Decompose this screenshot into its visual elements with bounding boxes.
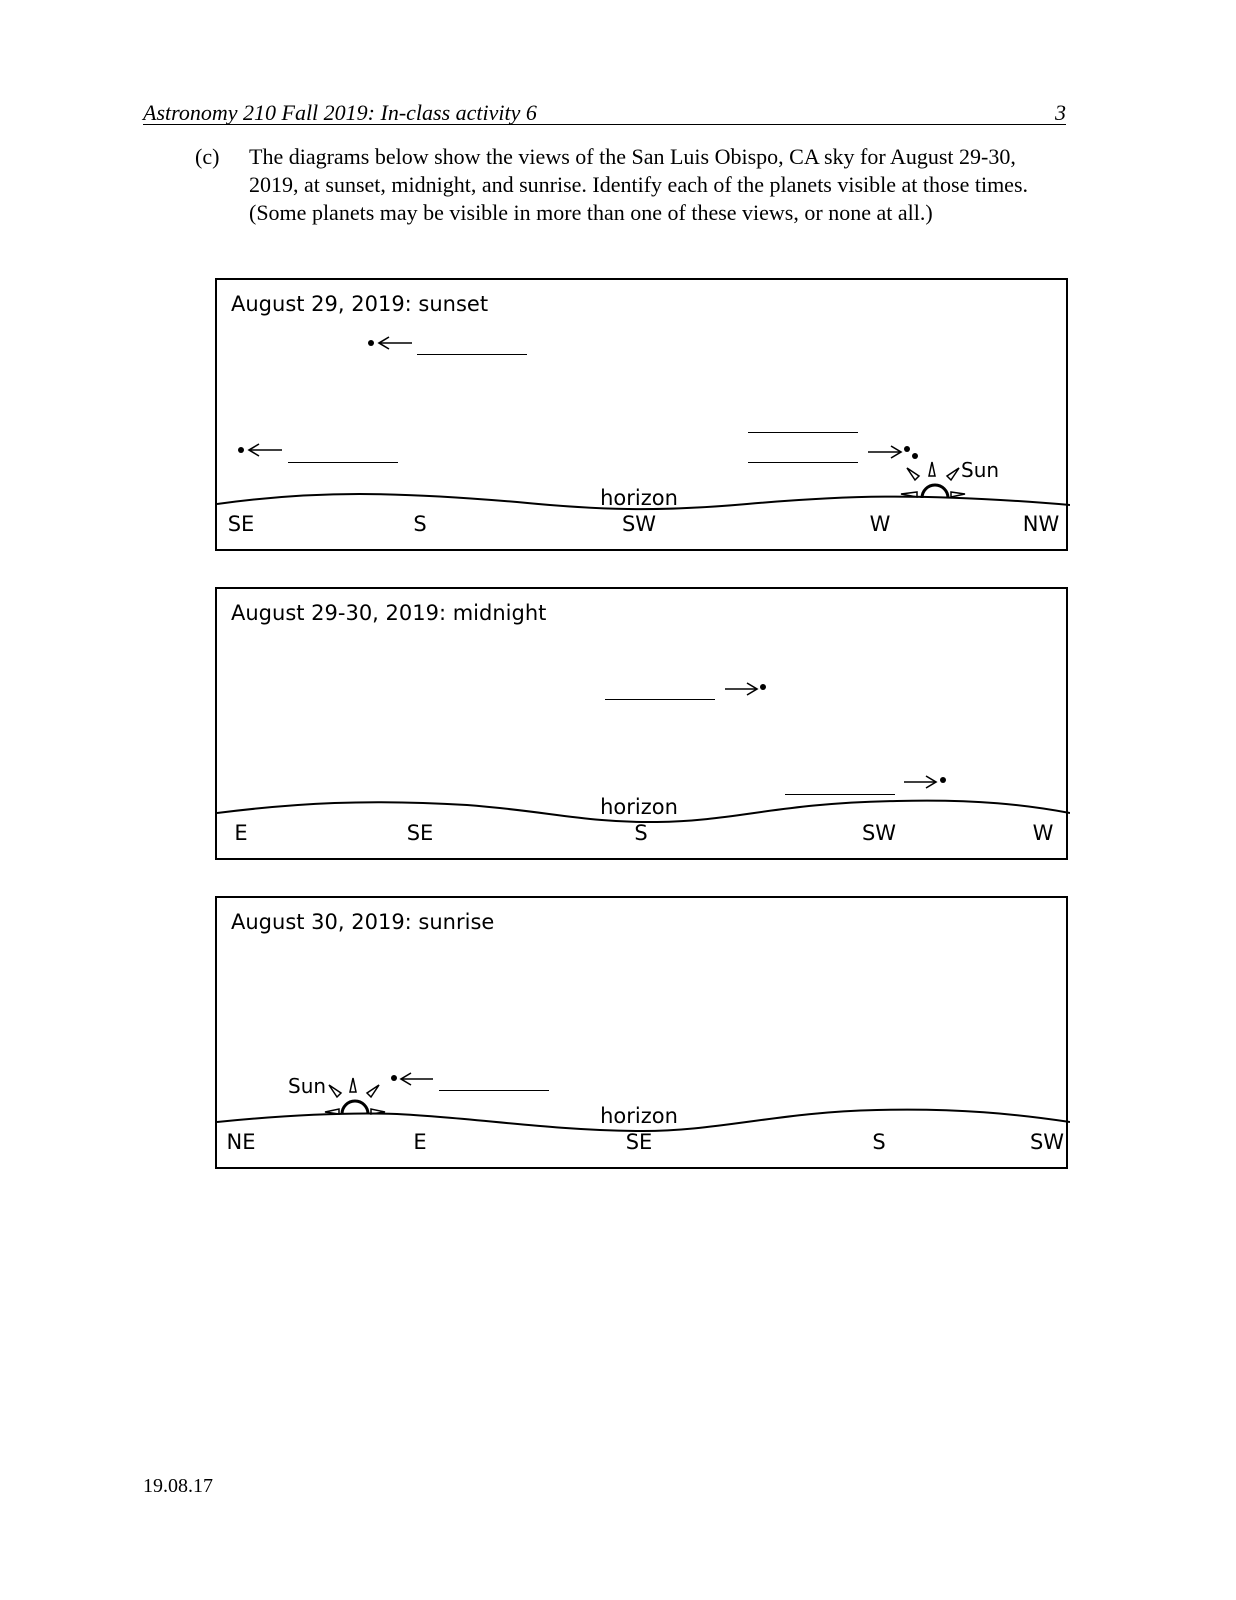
planet-dot [760, 684, 766, 690]
answer-blank[interactable] [288, 462, 398, 463]
answer-blank[interactable] [785, 794, 895, 795]
planet-dot [940, 777, 946, 783]
planet-dot [912, 453, 918, 459]
direction-label: NE [226, 1130, 256, 1154]
direction-label: S [634, 821, 648, 845]
page-number: 3 [1055, 100, 1066, 125]
panel-title: August 29, 2019: sunset [231, 292, 489, 316]
answer-blank[interactable] [417, 354, 527, 355]
arrow-right-icon [904, 776, 936, 788]
direction-label: SE [227, 512, 255, 536]
answer-blank[interactable] [748, 462, 858, 463]
direction-label: E [234, 821, 248, 845]
direction-label: W [869, 512, 891, 536]
arrow-left-icon [379, 337, 412, 349]
direction-label: S [413, 512, 427, 536]
direction-label: SE [406, 821, 434, 845]
arrow-right-icon [725, 683, 757, 695]
arrow-left-icon [401, 1073, 433, 1085]
sun-label: Sun [961, 458, 1000, 482]
planet-dot [391, 1075, 397, 1081]
question-text: The diagrams below show the views of the San Luis Obispo, CA sky for August 29-30, 2019, at sunset, midnight, and sunrise. Identify each of the planets visible at those times. (Some planets may be visible in more than one of these views, or none at all.) [249, 144, 1029, 225]
question-label: (c) [195, 144, 220, 169]
direction-label: SW [621, 512, 657, 536]
document-title: Astronomy 210 Fall 2019: In-class activity 6 [143, 100, 537, 125]
direction-label: SE [625, 1130, 653, 1154]
sun-icon [325, 1078, 385, 1114]
panel-title: August 29-30, 2019: midnight [231, 601, 547, 625]
planet-dot [368, 340, 374, 346]
arrow-left-icon [249, 444, 282, 456]
answer-blank[interactable] [439, 1090, 549, 1091]
footer-date-code: 19.08.17 [143, 1475, 213, 1497]
planet-dot [238, 447, 244, 453]
planet-dot [904, 446, 910, 452]
horizon-label: horizon [600, 1104, 678, 1128]
horizon-label: horizon [600, 486, 678, 510]
panel-title: August 30, 2019: sunrise [231, 910, 495, 934]
direction-label: SW [861, 821, 897, 845]
direction-label: S [872, 1130, 886, 1154]
page-header [143, 100, 1066, 125]
sky-panel-midnight [215, 587, 1068, 860]
arrow-right-icon [868, 446, 901, 458]
sun-icon [901, 462, 965, 498]
sky-panel-sunset [215, 278, 1068, 551]
answer-blank[interactable] [605, 699, 715, 700]
sun-label: Sun [288, 1074, 327, 1098]
sky-panel-sunrise [215, 896, 1068, 1169]
horizon-label: horizon [600, 795, 678, 819]
direction-label: SW [1029, 1130, 1065, 1154]
answer-blank[interactable] [748, 432, 858, 433]
direction-label: E [413, 1130, 427, 1154]
direction-label: NW [1022, 512, 1060, 536]
direction-label: W [1032, 821, 1054, 845]
